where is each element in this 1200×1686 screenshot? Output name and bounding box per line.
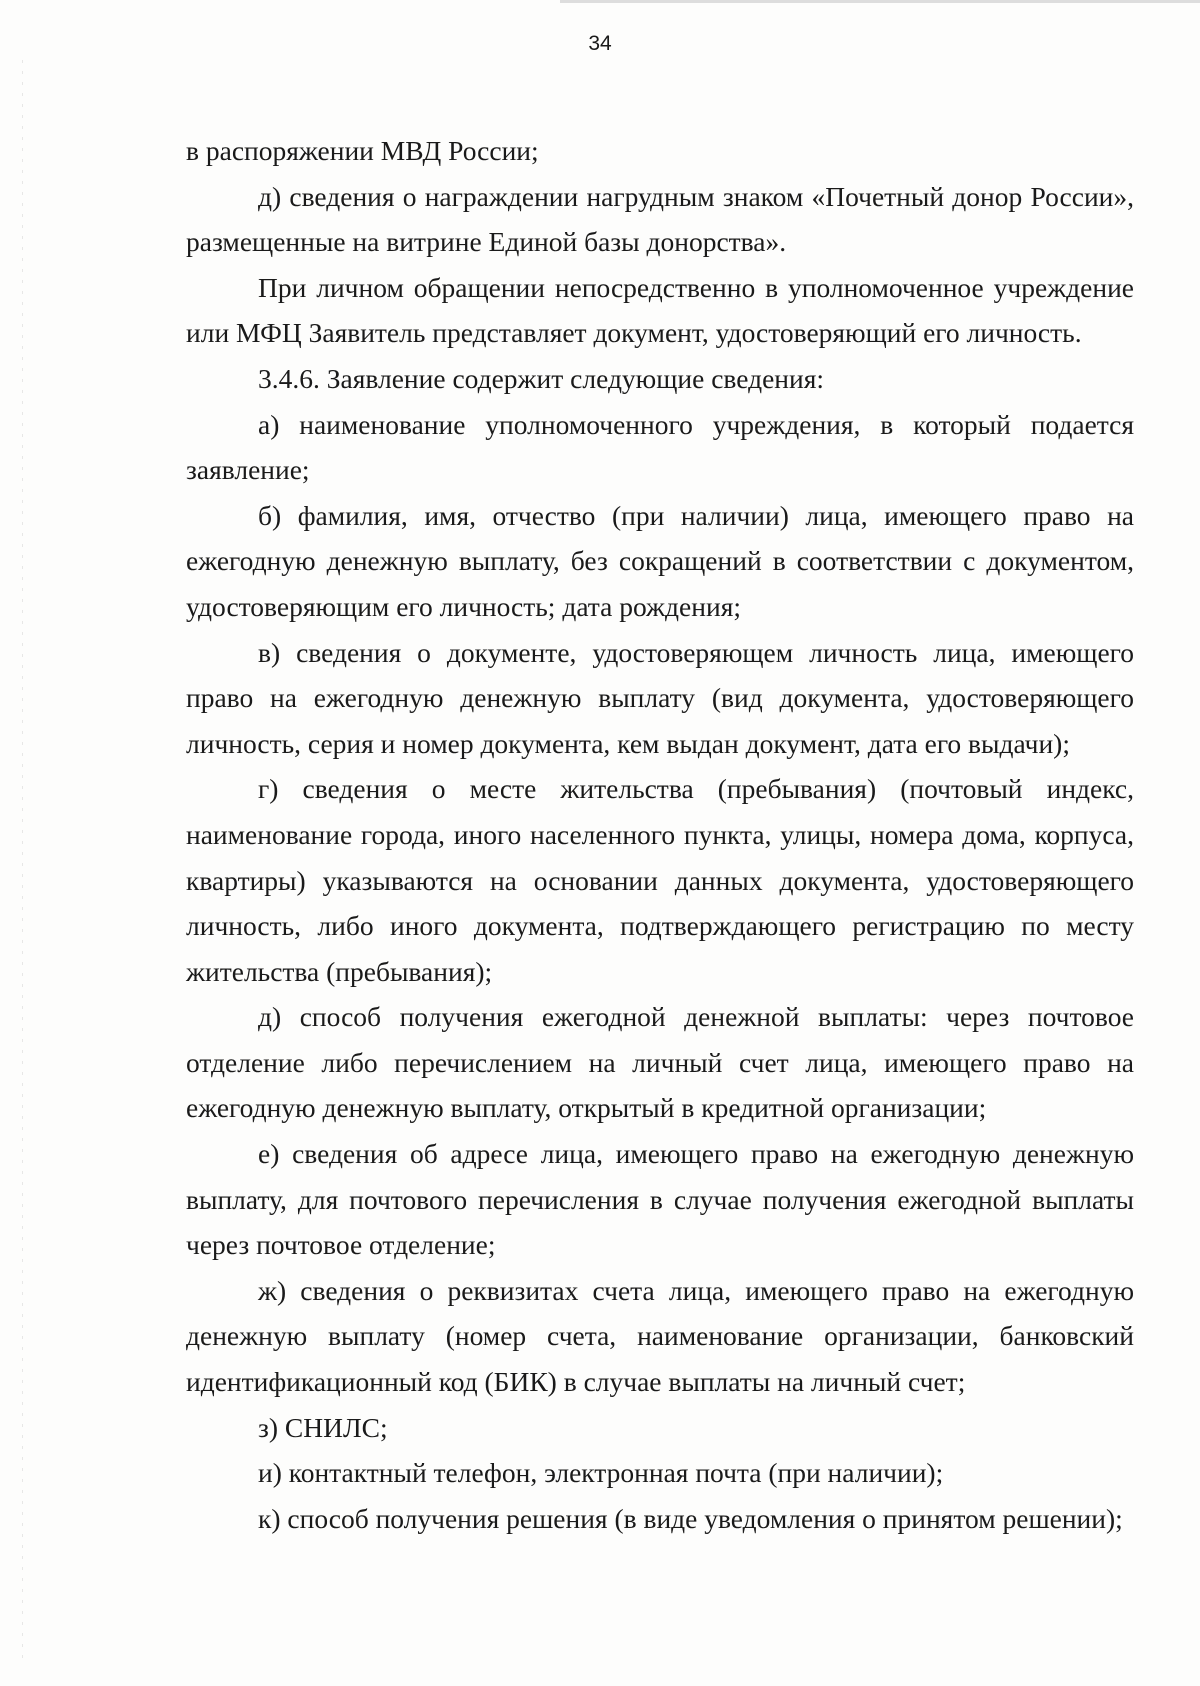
paragraph-d-award: д) сведения о награждении нагрудным знаком «Почетный донор России», размещенные на витрине Единой базы донорства». — [186, 180, 1134, 258]
scan-edge-marks — [22, 60, 23, 1660]
list-item-g: г) сведения о месте жительства (пребывания) (почтовый индекс, наименование города, иного населенного пункта, улицы, номера дома, корпуса, квартиры) указываются на основании данных документа, удостоверяющего личность, либо иного документа, подтверждающего регистрацию по месту жительства (пребывания); — [186, 773, 1134, 987]
paragraph-personal-visit: При личном обращении непосредственно в уполномоченное учреждение или МФЦ Заявитель представляет документ, удостоверяющий его личность. — [186, 271, 1134, 349]
list-item-b: б) фамилия, имя, отчество (при наличии) лица, имеющего право на ежегодную денежную выплату, без сокращений в соответствии с документом, удостоверяющим его личность; дата рождения; — [186, 499, 1134, 622]
page-number: 34 — [588, 32, 612, 55]
list-item-i: и) контактный телефон, электронная почта (при наличии); — [258, 1457, 944, 1489]
list-item-z: з) СНИЛС; — [258, 1411, 388, 1443]
paragraph-clause-3-4-6: 3.4.6. Заявление содержит следующие сведения: — [258, 362, 824, 394]
document-body — [186, 128, 1134, 1541]
list-item-a: а) наименование уполномоченного учреждения, в который подается заявление; — [186, 408, 1134, 486]
list-item-v: в) сведения о документе, удостоверяющем личность лица, имеющего право на ежегодную денежную выплату (вид документа, удостоверяющего личность, серия и номер документа, кем выдан документ, дата его выдачи); — [186, 636, 1134, 759]
list-item-d: д) способ получения ежегодной денежной выплаты: через почтовое отделение либо перечислением на личный счет лица, имеющего право на ежегодную денежную выплату, открытый в кредитной организации; — [186, 1001, 1134, 1124]
list-item-e: е) сведения об адресе лица, имеющего право на ежегодную денежную выплату, для почтового перечисления в случае получения ежегодной выплаты через почтовое отделение; — [186, 1138, 1134, 1261]
list-item-zh: ж) сведения о реквизитах счета лица, имеющего право на ежегодную денежную выплату (номер счета, наименование организации, банковский идентификационный код (БИК) в случае выплаты на личный счет; — [186, 1274, 1134, 1398]
paragraph-mvd: в распоряжении МВД России; — [186, 135, 539, 166]
scan-top-rule — [560, 0, 1200, 3]
list-item-k: к) способ получения решения (в виде уведомления о принятом решении); — [258, 1502, 1123, 1534]
